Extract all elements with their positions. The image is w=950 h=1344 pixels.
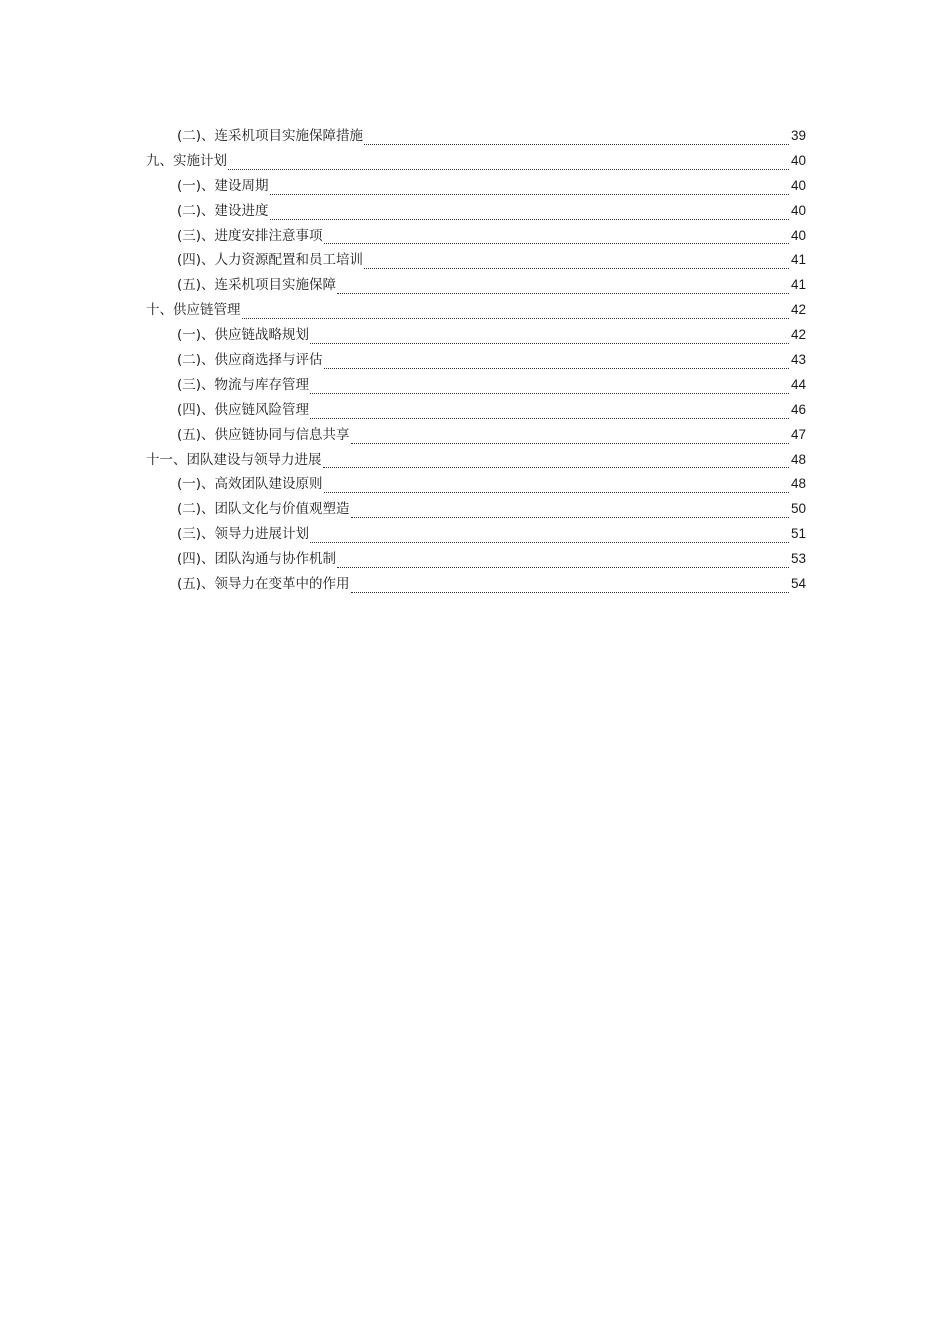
toc-entry-title: (二)、连采机项目实施保障措施 (177, 128, 364, 144)
toc-entry-title: (四)、供应链风险管理 (177, 401, 310, 418)
toc-entry-title: (五)、供应链协同与信息共享 (177, 426, 350, 443)
toc-entry-title: (五)、领导力在变革中的作用 (177, 576, 350, 593)
toc-entry[interactable] (146, 522, 806, 547)
toc-page-number: 40 (790, 152, 806, 168)
toc-dot-leader (270, 194, 789, 195)
toc-entry[interactable] (146, 373, 806, 398)
toc-page-number: 40 (790, 177, 806, 193)
toc-page-number: 41 (790, 252, 806, 268)
toc-entry-title: (二)、建设进度 (177, 202, 269, 219)
toc-page-number: 51 (790, 526, 806, 542)
toc-entry-title: (四)、人力资源配置和员工培训 (177, 252, 364, 269)
toc-entry[interactable] (146, 348, 806, 373)
toc-dot-leader (324, 368, 789, 369)
toc-dot-leader (351, 517, 789, 518)
toc-dot-leader (310, 542, 789, 543)
toc-entry[interactable] (146, 199, 806, 224)
toc-entry-title: (三)、领导力进展计划 (177, 526, 310, 543)
toc-entry[interactable] (146, 273, 806, 298)
toc-dot-leader (351, 592, 789, 593)
toc-page-number: 40 (790, 227, 806, 243)
toc-page-number: 42 (790, 302, 806, 318)
toc-dot-leader (323, 467, 789, 468)
toc-page-number: 44 (790, 376, 806, 392)
toc-entry-title: (五)、连采机项目实施保障 (177, 277, 337, 294)
toc-entry-title: (二)、供应商选择与评估 (177, 352, 323, 369)
toc-entry[interactable] (146, 398, 806, 423)
toc-entry[interactable] (146, 472, 806, 497)
toc-entry[interactable] (146, 298, 806, 323)
toc-entry[interactable] (146, 323, 806, 348)
toc-page-number: 54 (790, 576, 806, 592)
toc-page-number: 53 (790, 551, 806, 567)
toc-page-number: 39 (790, 128, 806, 143)
toc-page-number: 40 (790, 202, 806, 218)
toc-entry-title: (四)、团队沟通与协作机制 (177, 551, 337, 568)
table-of-contents (146, 124, 806, 597)
toc-dot-leader (364, 268, 789, 269)
toc-dot-leader (351, 443, 789, 444)
toc-entry[interactable] (146, 572, 806, 597)
toc-dot-leader (324, 243, 789, 244)
toc-dot-leader (337, 293, 789, 294)
toc-entry-title: 十一、团队建设与领导力进展 (146, 451, 322, 468)
toc-page-number: 42 (790, 327, 806, 343)
toc-entry-title: 十、供应链管理 (146, 302, 241, 319)
toc-entry-title: (二)、团队文化与价值观塑造 (177, 501, 350, 518)
toc-page-number: 48 (790, 451, 806, 467)
toc-page-number: 41 (790, 277, 806, 293)
toc-dot-leader (310, 343, 789, 344)
toc-entry-title: (一)、供应链战略规划 (177, 327, 310, 344)
toc-dot-leader (310, 393, 789, 394)
toc-entry[interactable] (146, 149, 806, 174)
toc-dot-leader (364, 144, 789, 145)
toc-dot-leader (324, 492, 789, 493)
toc-entry[interactable] (146, 124, 806, 149)
toc-dot-leader (270, 219, 789, 220)
toc-entry-title: (三)、物流与库存管理 (177, 376, 310, 393)
toc-entry[interactable] (146, 547, 806, 572)
toc-entry[interactable] (146, 423, 806, 448)
toc-dot-leader (337, 567, 789, 568)
toc-entry[interactable] (146, 448, 806, 473)
toc-page-number: 48 (790, 476, 806, 492)
toc-entry[interactable] (146, 224, 806, 249)
toc-page-number: 47 (790, 426, 806, 442)
toc-dot-leader (310, 418, 789, 419)
toc-entry[interactable] (146, 248, 806, 273)
toc-entry[interactable] (146, 174, 806, 199)
toc-entry[interactable] (146, 497, 806, 522)
toc-entry-title: (一)、建设周期 (177, 177, 269, 194)
toc-entry-title: (三)、进度安排注意事项 (177, 227, 323, 244)
toc-dot-leader (228, 169, 789, 170)
toc-page-number: 46 (790, 401, 806, 417)
toc-entry-title: 九、实施计划 (146, 152, 227, 169)
toc-entry-title: (一)、高效团队建设原则 (177, 476, 323, 493)
toc-page-number: 43 (790, 352, 806, 368)
toc-dot-leader (242, 318, 789, 319)
toc-page-number: 50 (790, 501, 806, 517)
